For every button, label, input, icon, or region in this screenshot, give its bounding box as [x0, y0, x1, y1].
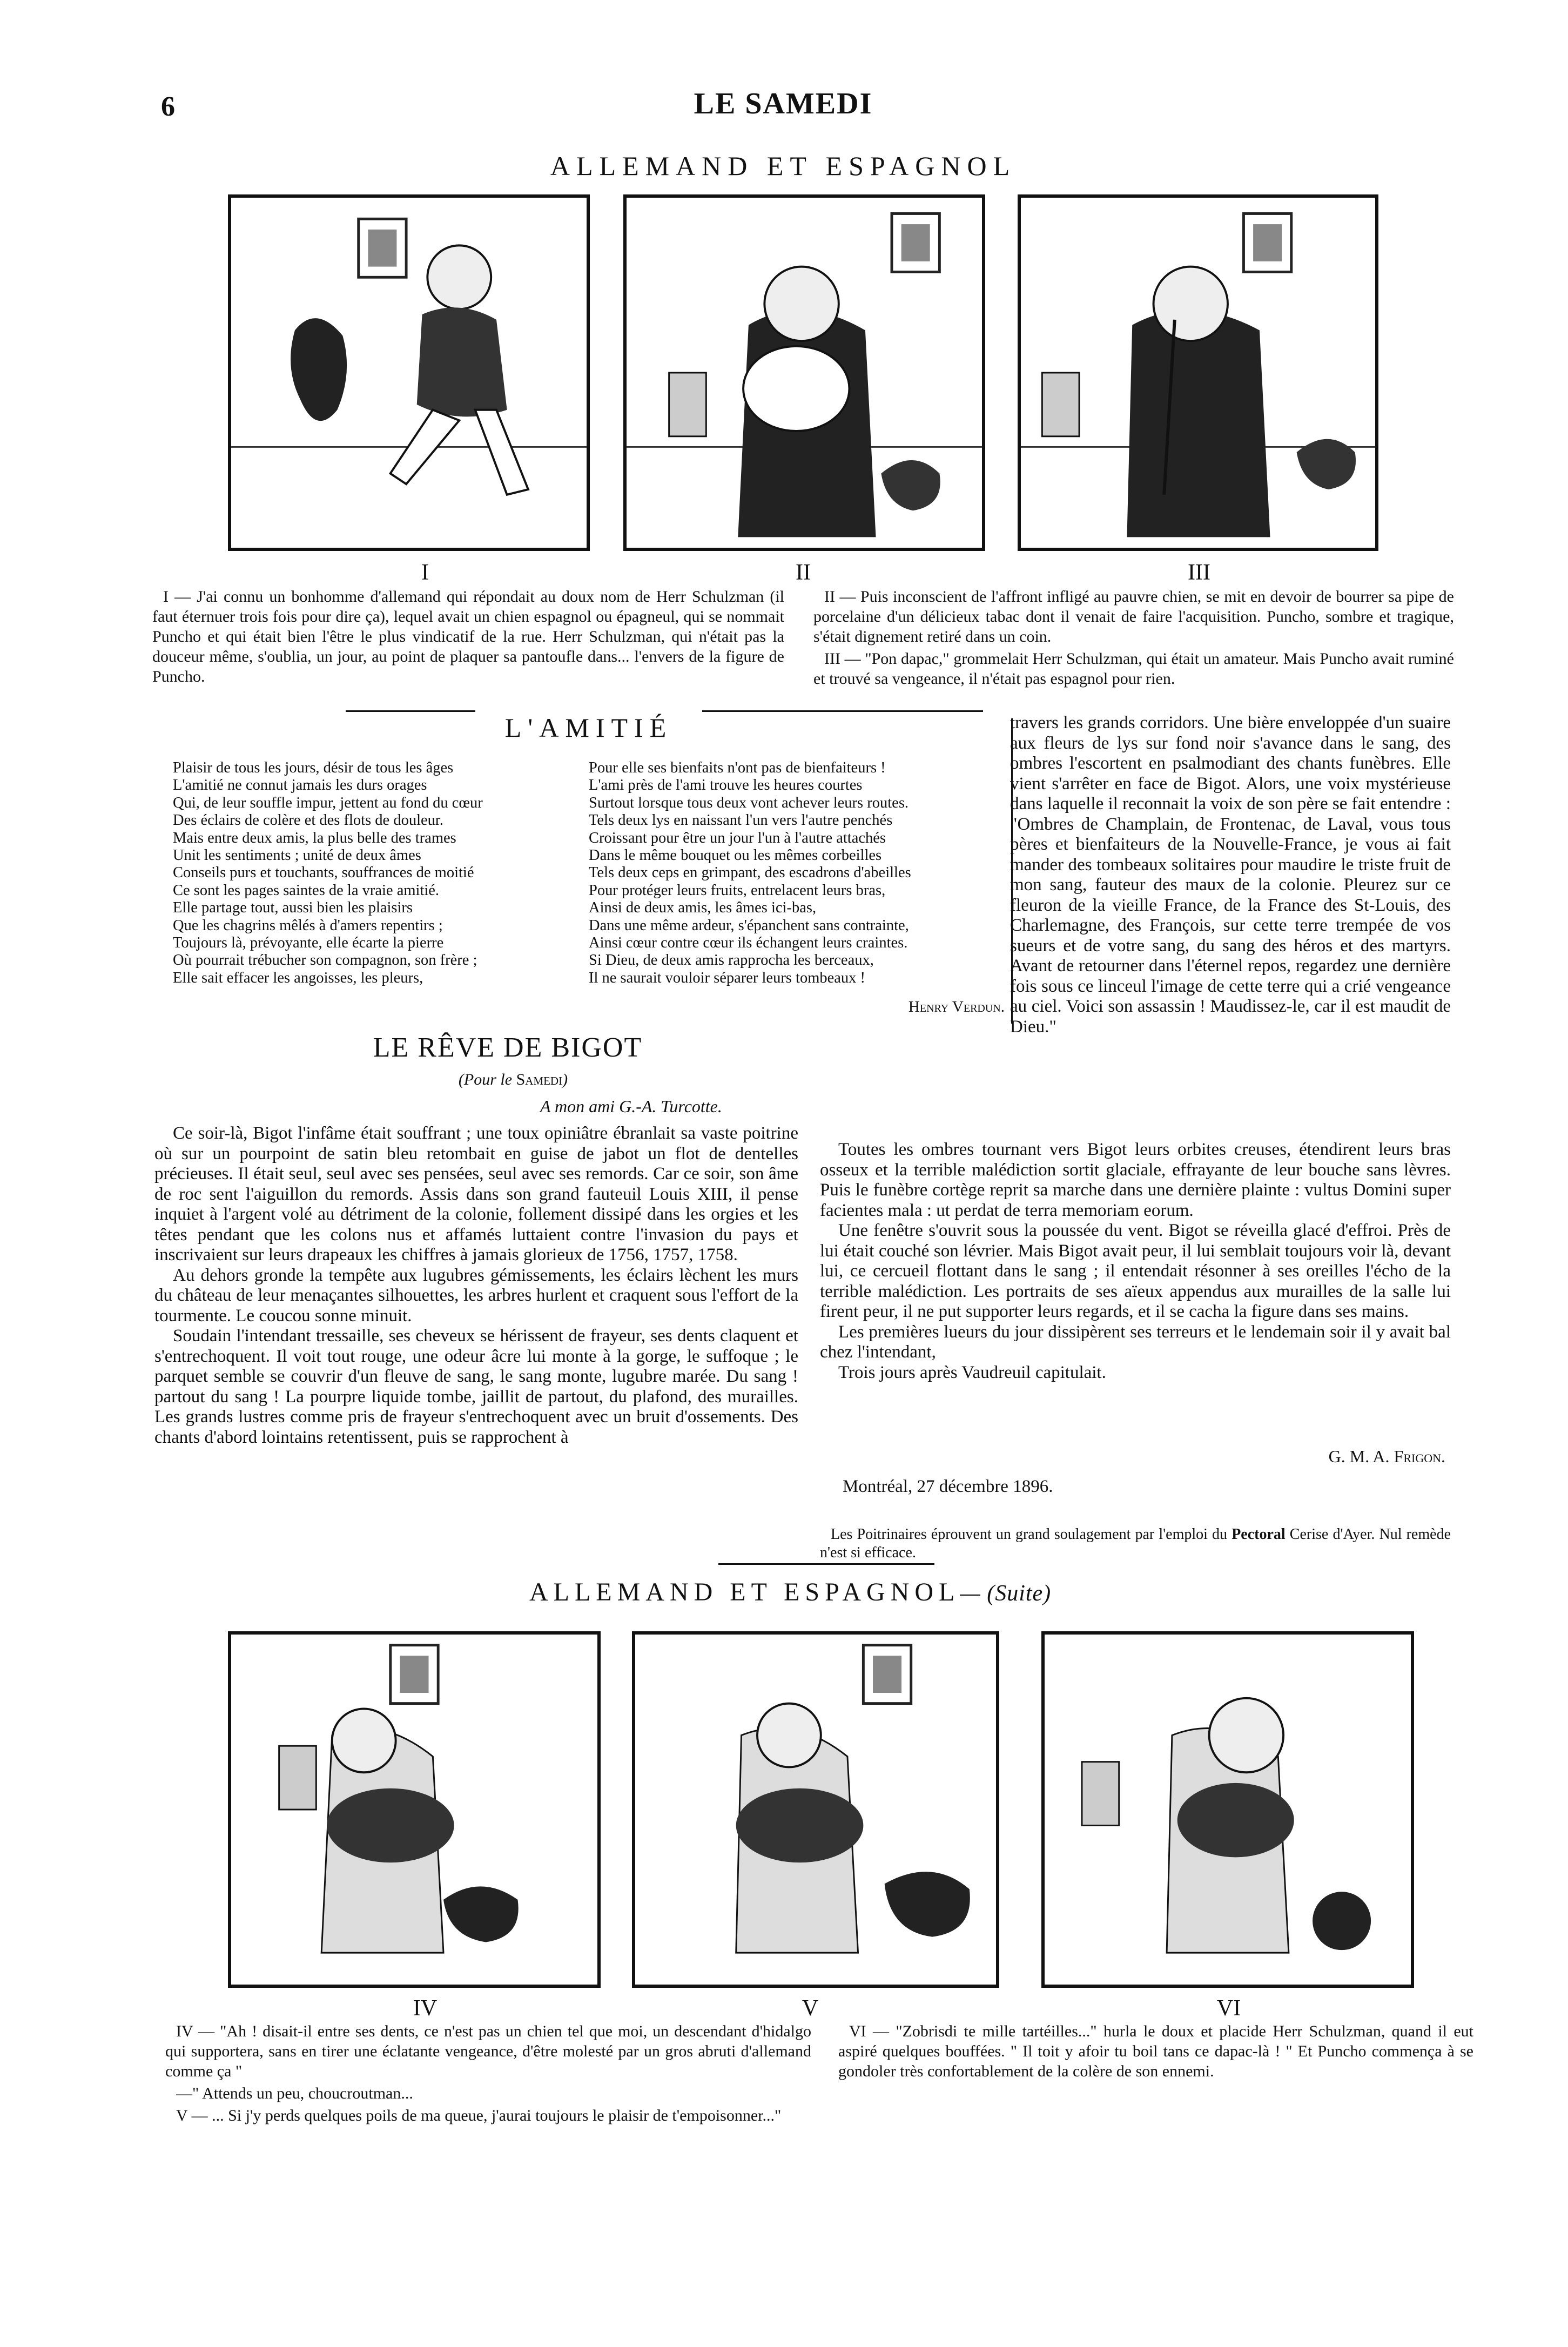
illustration-man-smoking-pipe [1021, 198, 1375, 548]
poem-line: L'amitié ne connut jamais les durs orages [173, 777, 427, 794]
illustration-man-sleeping-dog-plotting [231, 1635, 597, 1985]
panel-numeral-3: III [1188, 560, 1210, 585]
poem-line: Toujours là, prévoyante, elle écarte la pierre [173, 934, 444, 951]
caption-paragraph: —" Attends un peu, choucroutman... [176, 2084, 413, 2102]
story-paragraph: Soudain l'intendant tressaille, ses cheveux se hérissent de frayeur, ses dents claquent et s'entrechoquent. Il voit tout rouge, une odeur âcre lui monte à la gorge, le suffoque ; le parquet semble se couvrir d'un fleuve de sang, le sang monte, lugubre marée. Du sang ! partout du sang ! La pourpre liquide tombe, jaillit de partout, du plafond, des murailles. Les grands lustres comme pris de frayeur s'entrechoquent avec un bruit d'ossements. Des chants d'abord lointains retentissent, puis se rapprochent à [154, 1326, 798, 1447]
caption-paragraph: IV — "Ah ! disait-il entre ses dents, ce n'est pas un chien tel que moi, un descendant d'hidalgo qui supportera, sans en tirer une éclatante vengeance, d'être molesté par un gros abruti d'allemand comme ça " [165, 2022, 811, 2080]
story-title: LE RÊVE DE BIGOT [373, 1032, 643, 1063]
illustration-man-kicking-dog [231, 198, 587, 548]
caption-paragraph: VI — "Zobrisdi te mille tartéilles..." hurla le doux et placide Herr Schulzman, quand il eut aspiré quelques bouffées. " Il toit y afoir tu boil tans ce dapac-là ! " Et Puncho commença à se gondoler très confortablement de la colère de son ennemi. [838, 2022, 1473, 2080]
advert-text [820, 1525, 1451, 1562]
story-column-left [154, 1124, 798, 1448]
poem-line: Elle sait effacer les angoisses, les pleurs, [173, 969, 423, 986]
advert-product: Pectoral [1231, 1526, 1286, 1543]
subtitle-suffix: ) [562, 1071, 568, 1088]
comic-bottom-title [529, 1577, 1123, 1607]
poem-rule-right [702, 710, 983, 712]
caption-paragraph: V — ... Si j'y perds quelques poils de ma queue, j'aurai toujours le plaisir de t'empoisonner..." [176, 2107, 782, 2124]
poem-line: Ainsi de deux amis, les âmes ici-bas, [589, 899, 817, 917]
illustration-man-furious-dog-laughing [1045, 1635, 1411, 1985]
poem-line: Plaisir de tous les jours, désir de tous les âges [173, 759, 454, 776]
story-signature: G. M. A. Frigon. [1328, 1447, 1445, 1466]
comic-caption-4-5 [165, 2021, 811, 2128]
poem-line: Pour protéger leurs fruits, entrelacent leurs bras, [589, 882, 886, 899]
poem-line: Des éclairs de colère et des flots de douleur. [173, 812, 443, 829]
poem-line: Où pourrait trébucher son compagnon, son frère ; [173, 952, 477, 969]
panel-numeral-1: I [421, 560, 429, 585]
poem-line: Dans une même ardeur, s'épanchent sans contrainte, [589, 917, 909, 934]
comic-bottom-title-suite: — (Suite) [960, 1581, 1052, 1606]
poem-line: Que les chagrins mêlés à d'amers repentirs ; [173, 917, 443, 934]
subtitle-prefix: (Pour le [458, 1071, 516, 1088]
comic-panel-6 [1041, 1631, 1414, 1988]
poem-line: Il ne saurait vouloir séparer leurs tombeaux ! [589, 969, 866, 986]
poem-rule-left [346, 710, 475, 712]
subtitle-journal: Samedi [516, 1071, 563, 1088]
comic-panel-1 [228, 194, 590, 551]
poem-line: Pour elle ses bienfaits n'ont pas de bienfaiteurs ! [589, 759, 886, 776]
poem-line: Dans le même bouquet ou les mêmes corbeilles [589, 846, 882, 864]
illustration-man-filling-pipe [627, 198, 982, 548]
comic-panel-4 [228, 1631, 601, 1988]
page-number: 6 [161, 91, 175, 122]
panel-numeral-2: II [796, 560, 811, 585]
poem-line: L'ami près de l'ami trouve les heures courtes [589, 777, 863, 794]
story-column-right-top [1010, 713, 1451, 1037]
panel-numeral-4: IV [413, 1996, 438, 2021]
illustration-dog-poisoning-tobacco [635, 1635, 996, 1985]
poem-line: Tels deux lys en naissant l'un vers l'autre penchés [589, 812, 893, 829]
story-subtitle [400, 1071, 627, 1089]
advert-prefix: Les Poitrinaires éprouvent un grand soulagement par l'emploi du [831, 1526, 1232, 1543]
poem-line: Surtout lorsque tous deux vont achever leurs routes. [589, 794, 909, 811]
comic-caption-6 [838, 2021, 1473, 2083]
journal-title: LE SAMEDI [694, 87, 873, 120]
poem-column-1 [173, 759, 573, 987]
poem-line: Si Dieu, de deux amis rapprocha les berceaux, [589, 952, 874, 969]
caption-paragraph: II — Puis inconscient de l'affront infligé au pauvre chien, se mit en devoir de bourrer sa pipe de porcelaine d'un délicieux tabac dont il venait de faire l'acquisition. Puncho, sombre et tragique, s'était dignement retiré dans un coin. [813, 588, 1454, 645]
story-paragraph: travers les grands corridors. Une bière enveloppée d'un suaire aux fleurs de lys sur fond noir s'avance dans le sang, des ombres l'escortent en psalmodiant des chants funèbres. Elle vient s'arrêter en face de Bigot. Alors, une voix mystérieuse dans laquelle il reconnait la voix de son père se fait entendre : "Ombres de Champlain, de Frontenac, de Laval, vous tous pères et bienfaiteurs de la Nouvelle-France, je vous ai fait mander des tombeaux solitaires pour maudire le triste fruit de mon sang, fauteur des maux de la colonie. Pleurez sur ce fleuron de la vieille France, de la France des St-Louis, des Charlemagne, des François, sur cette terre trempée de vos sueurs et de votre sang, du sang des héros et des martyrs. Avant de retourner dans l'éternel repos, regardez une dernière fois sous ce linceul l'image de cette terre qui a crié vengeance au ciel. Voici son assassin ! Maudissez-le, car il est maudit de Dieu." [1010, 713, 1451, 1037]
section-rule [718, 1563, 934, 1565]
caption-paragraph: I — J'ai connu un bonhomme d'allemand qui répondait au doux nom de Herr Schulzman (il faut éternuer trois fois pour dire ça), lequel avait un chien espagnol ou épagneul, qui se nommait Puncho et qui était bien l'être le plus vindicatif de la rue. Herr Schulzman, qui n'était pas la douceur même, s'oublia, un jour, au point de plaquer sa pantoufle dans... l'envers de la figure de Puncho. [152, 588, 784, 685]
story-place-date: Montréal, 27 décembre 1896. [843, 1477, 1053, 1496]
poem-line: Elle partage tout, aussi bien les plaisirs [173, 899, 413, 917]
comic-panel-3 [1018, 194, 1378, 551]
story-paragraph: Ce soir-là, Bigot l'infâme était souffrant ; une toux opiniâtre ébranlait sa vaste poitrine où sur un pourpoint de satin bleu retombait en guise de jabot un flot de dentelles précieuses. Il était seul, seul avec ses pensées, seul avec ses remords. Car ce soir, son âme de roc sent l'aiguillon du remords. Assis dans son grand fauteuil Louis XIII, il pense inquiet à l'argent volé au détriment de la colonie, follement dissipé dans les orgies et les têtes pendant que les colons nus et affamés luttaient contre l'invasion du pays et inscrivaient sur leurs drapeaux les chiffres à jamais glorieux de 1756, 1757, 1758. [154, 1124, 798, 1265]
poem-line: Croissant pour être un jour l'un à l'autre attachés [589, 829, 886, 846]
story-paragraph: Trois jours après Vaudreuil capitulait. [838, 1362, 1106, 1382]
comic-caption-2-3 [813, 587, 1454, 691]
comic-panel-2 [623, 194, 985, 551]
comic-title: ALLEMAND ET ESPAGNOL [550, 151, 1017, 181]
caption-paragraph: III — "Pon dapac," grommelait Herr Schulzman, qui était un amateur. Mais Puncho avait ruminé et trouvé sa vengeance, il n'était pas espagnol pour rien. [813, 650, 1454, 688]
story-dedication: A mon ami G.-A. Turcotte. [540, 1097, 722, 1116]
story-column-right [820, 1140, 1451, 1383]
story-paragraph: Les premières lueurs du jour dissipèrent ses terreurs et le lendemain soir il y avait bal chez l'intendant, [820, 1322, 1451, 1362]
poem-line: Conseils purs et touchants, souffrances de moitié [173, 864, 474, 882]
story-paragraph: Au dehors gronde la tempête aux lugubres gémissements, les éclairs lèchent les murs du château de leur menaçantes silhouettes, les arbres hurlent et craquent sous l'effort de la tourmente. Le coucou sonne minuit. [154, 1265, 798, 1326]
poem-author: Henry Verdun. [908, 998, 1005, 1016]
poem-line: Mais entre deux amis, la plus belle des trames [173, 829, 456, 846]
poem-line: Ce sont les pages saintes de la vraie amitié. [173, 882, 440, 899]
comic-bottom-title-text: ALLEMAND ET ESPAGNOL [529, 1578, 960, 1606]
poem-column-2 [589, 759, 1010, 987]
story-paragraph: Une fenêtre s'ouvrit sous la poussée du vent. Bigot se réveilla glacé d'effroi. Près de lui était couché son lévrier. Mais Bigot avait peur, il lui semblait toujours voir là, devant lui, ce cercueil flottant dans le sang ; il entendait résonner à ses oreilles l'écho de la terrible malédiction. Les portraits de ses aïeux appendus aux murailles de la salle lui firent peur, il ne put supporter leurs regards, et il se cacha la figure dans ses mains. [820, 1221, 1451, 1321]
panel-numeral-5: V [802, 1996, 819, 2021]
poem-line: Unit les sentiments ; unité de deux âmes [173, 846, 421, 864]
panel-numeral-6: VI [1216, 1996, 1241, 2021]
poem-title: L'AMITIÉ [504, 712, 673, 743]
advert [820, 1525, 1451, 1564]
story-paragraph: Toutes les ombres tournant vers Bigot leurs orbites creuses, étendirent leurs bras osseux et la terrible malédiction sortit glaciale, effrayante de leur bouche sans lèvres. Puis le funèbre cortège reprit sa marche dans une dernière plainte : vultus Domini super facientes mala : ut perdat de terra memoriam eorum. [820, 1140, 1451, 1220]
poem-line: Qui, de leur souffle impur, jettent au fond du cœur [173, 794, 483, 811]
comic-panel-5 [632, 1631, 999, 1988]
comic-caption-1 [152, 587, 784, 689]
poem-line: Tels deux ceps en grimpant, des escadrons d'abeilles [589, 864, 911, 882]
poem-line: Ainsi cœur contre cœur ils échangent leurs craintes. [589, 934, 908, 951]
advert-suffix: Cerise d'Ayer. Nul remède n'est si efficace. [820, 1526, 1451, 1561]
